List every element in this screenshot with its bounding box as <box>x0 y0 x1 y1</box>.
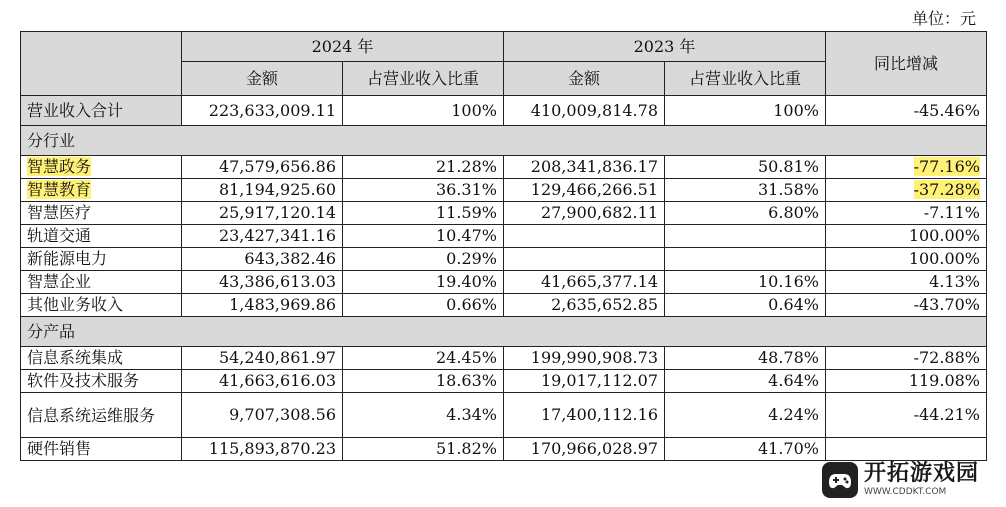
row-label: 营业收入合计 <box>21 96 182 126</box>
header-year-2024: 2024 年 <box>182 32 504 62</box>
amount-2023: 17,400,112.16 <box>504 393 665 438</box>
row-label: 软件及技术服务 <box>21 370 182 393</box>
game-controller-logo-icon <box>820 460 860 500</box>
section-title-industry: 分行业 <box>21 126 987 156</box>
share-2024: 36.31% <box>343 179 504 202</box>
share-2023: 100% <box>665 96 826 126</box>
yoy-change: -44.21% <box>826 393 987 438</box>
amount-2024: 43,386,613.03 <box>182 271 343 294</box>
amount-2024: 23,427,341.16 <box>182 225 343 248</box>
share-2024: 18.63% <box>343 370 504 393</box>
share-2024: 0.66% <box>343 294 504 317</box>
unit-label: 单位：元 <box>911 9 976 28</box>
amount-2023: 199,990,908.73 <box>504 347 665 370</box>
section-title-product: 分产品 <box>21 317 987 347</box>
total-revenue-row <box>21 96 987 126</box>
row-label: 硬件销售 <box>21 438 182 461</box>
amount-2024: 54,240,861.97 <box>182 347 343 370</box>
row-label: 智慧企业 <box>21 271 182 294</box>
yoy-change: -7.11% <box>826 202 987 225</box>
yoy-change: -72.88% <box>826 347 987 370</box>
table-row <box>21 294 987 317</box>
highlight-mark: 智慧政务 <box>27 157 92 176</box>
highlight-mark: 智慧教育 <box>27 180 92 199</box>
row-label: 轨道交通 <box>21 225 182 248</box>
share-2023: 6.80% <box>665 202 826 225</box>
yoy-change: 100.00% <box>826 225 987 248</box>
share-2024: 51.82% <box>343 438 504 461</box>
share-2024: 0.29% <box>343 248 504 271</box>
share-2024: 21.28% <box>343 156 504 179</box>
share-2024: 4.34% <box>343 393 504 438</box>
amount-2023: 27,900,682.11 <box>504 202 665 225</box>
yoy-change <box>826 438 987 461</box>
table-row <box>21 271 987 294</box>
amount-2024: 81,194,925.60 <box>182 179 343 202</box>
amount-2023: 2,635,652.85 <box>504 294 665 317</box>
table-row <box>21 248 987 271</box>
table-row <box>21 225 987 248</box>
share-2024: 10.47% <box>343 225 504 248</box>
yoy-change <box>826 179 987 202</box>
amount-2023: 41,665,377.14 <box>504 271 665 294</box>
row-label <box>21 156 182 179</box>
table-row <box>21 179 987 202</box>
table-row <box>21 347 987 370</box>
header-amount-2023: 金额 <box>504 62 665 96</box>
header-yoy: 同比增减 <box>826 32 987 96</box>
header-amount-2024: 金额 <box>182 62 343 96</box>
section-row-industry <box>21 126 987 156</box>
table-row <box>21 156 987 179</box>
amount-2023: 19,017,112.07 <box>504 370 665 393</box>
share-2023 <box>665 225 826 248</box>
yoy-change: -45.46% <box>826 96 987 126</box>
yoy-change: -43.70% <box>826 294 987 317</box>
amount-2023: 170,966,028.97 <box>504 438 665 461</box>
amount-2024: 9,707,308.56 <box>182 393 343 438</box>
amount-2024: 25,917,120.14 <box>182 202 343 225</box>
amount-2023: 208,341,836.17 <box>504 156 665 179</box>
table-row <box>21 438 987 461</box>
share-2023: 4.24% <box>665 393 826 438</box>
product-rows <box>21 347 987 461</box>
amount-2024: 41,663,616.03 <box>182 370 343 393</box>
yoy-change: 119.08% <box>826 370 987 393</box>
yoy-change: 4.13% <box>826 271 987 294</box>
amount-2023 <box>504 248 665 271</box>
header-year-2023: 2023 年 <box>504 32 826 62</box>
amount-2023: 129,466,266.51 <box>504 179 665 202</box>
row-label: 新能源电力 <box>21 248 182 271</box>
share-2023: 4.64% <box>665 370 826 393</box>
share-2024: 100% <box>343 96 504 126</box>
amount-2024: 1,483,969.86 <box>182 294 343 317</box>
row-label: 信息系统集成 <box>21 347 182 370</box>
row-label: 其他业务收入 <box>21 294 182 317</box>
amount-2023: 410,009,814.78 <box>504 96 665 126</box>
share-2023 <box>665 248 826 271</box>
revenue-composition-table <box>20 31 987 461</box>
amount-2024: 47,579,656.86 <box>182 156 343 179</box>
table-row <box>21 393 987 438</box>
watermark <box>820 460 979 500</box>
highlight-mark: -37.28% <box>913 180 980 199</box>
share-2023: 48.78% <box>665 347 826 370</box>
share-2023: 31.58% <box>665 179 826 202</box>
amount-2024: 643,382.46 <box>182 248 343 271</box>
share-2024: 24.45% <box>343 347 504 370</box>
share-2024: 19.40% <box>343 271 504 294</box>
row-label: 智慧医疗 <box>21 202 182 225</box>
row-label <box>21 179 182 202</box>
yoy-change: 100.00% <box>826 248 987 271</box>
row-label: 信息系统运维服务 <box>21 393 182 438</box>
share-2023: 10.16% <box>665 271 826 294</box>
section-row-product <box>21 317 987 347</box>
table-row <box>21 202 987 225</box>
share-2023: 0.64% <box>665 294 826 317</box>
watermark-title: 开拓游戏园 <box>864 461 980 486</box>
header-share-2024: 占营业收入比重 <box>343 62 504 96</box>
header-row-years <box>21 32 987 62</box>
table-row <box>21 370 987 393</box>
industry-rows <box>21 156 987 317</box>
header-share-2023: 占营业收入比重 <box>665 62 826 96</box>
header-blank-cell <box>21 32 182 96</box>
amount-2024: 223,633,009.11 <box>182 96 343 126</box>
amount-2023 <box>504 225 665 248</box>
yoy-change <box>826 156 987 179</box>
watermark-url: WWW.CDDKT.COM <box>864 487 947 497</box>
highlight-mark: -77.16% <box>913 157 980 176</box>
share-2023: 50.81% <box>665 156 826 179</box>
share-2023: 41.70% <box>665 438 826 461</box>
share-2024: 11.59% <box>343 202 504 225</box>
amount-2024: 115,893,870.23 <box>182 438 343 461</box>
